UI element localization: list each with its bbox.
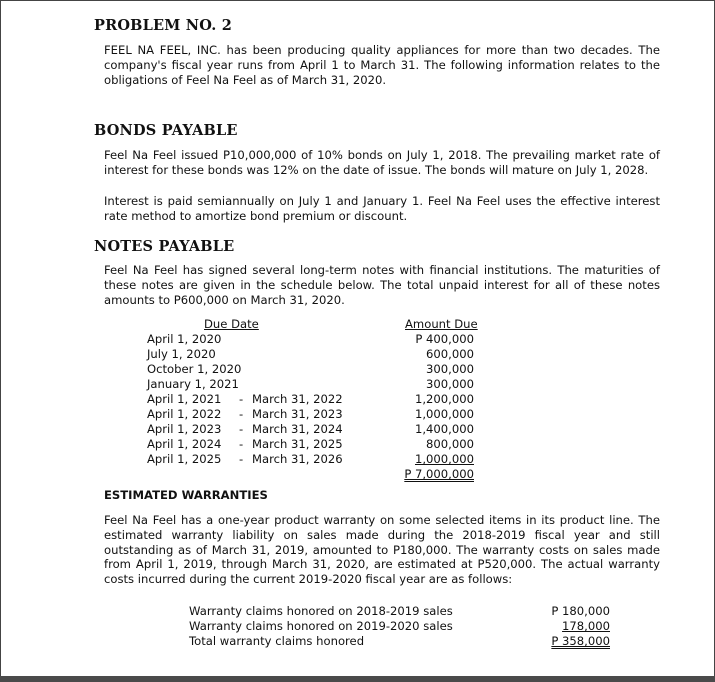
notes-total: P 7,000,000	[404, 467, 474, 481]
bonds-paragraph-1: Feel Na Feel issued P10,000,000 of 10% bonds on July 1, 2018. The prevailing market rate of interest for these bonds was 12% on the date of issue. The bonds will mature on July 1, 2028.	[104, 148, 660, 177]
note-amount: P 400,000	[415, 332, 474, 346]
problem-title: PROBLEM NO. 2	[94, 17, 233, 34]
bonds-heading: BONDS PAYABLE	[94, 122, 238, 139]
col-header-due-date: Due Date	[204, 317, 259, 331]
note-amount: 300,000	[426, 362, 474, 376]
warranties-heading: ESTIMATED WARRANTIES	[104, 488, 268, 502]
note-from-date: April 1, 2020	[147, 332, 222, 346]
notes-paragraph: Feel Na Feel has signed several long-term notes with financial institutions. The maturities of these notes are given in the schedule below. The total unpaid interest for all of these notes amounts to P600,000 on March 31, 2020.	[104, 263, 660, 307]
note-to-date: March 31, 2025	[252, 437, 343, 451]
warranty-claim-label: Warranty claims honored on 2018-2019 sales	[189, 604, 453, 618]
intro-paragraph: FEEL NA FEEL, INC. has been producing quality appliances for more than two decades. The company's fiscal year runs from April 1 to March 31. The following information relates to the obligations of Feel Na Feel as of March 31, 2020.	[104, 43, 660, 87]
notes-heading: NOTES PAYABLE	[94, 238, 235, 255]
note-range-dash: -	[239, 392, 244, 406]
note-from-date: April 1, 2025	[147, 452, 222, 466]
note-from-date: April 1, 2023	[147, 422, 222, 436]
note-to-date: March 31, 2023	[252, 407, 343, 421]
note-to-date: March 31, 2026	[252, 452, 343, 466]
note-amount: 1,000,000	[414, 407, 474, 421]
note-from-date: April 1, 2024	[147, 437, 222, 451]
note-range-dash: -	[239, 407, 244, 421]
note-amount: 1,400,000	[414, 422, 474, 436]
warranty-claim-amount: 178,000	[562, 619, 610, 633]
note-from-date: April 1, 2021	[147, 392, 222, 406]
note-amount: 300,000	[426, 377, 474, 391]
warranties-paragraph: Feel Na Feel has a one-year product warranty on some selected items in its product line. The estimated warranty liability on sales made during the 2018-2019 fiscal year and still outstanding as of March 31, 2019, amounted to P180,000. The warranty costs on sales made from April 1, 2019, through March 31, 2020, are estimated at P520,000. The actual warranty costs incurred during the current 2019-2020 fiscal year are as follows:	[104, 513, 660, 587]
note-amount-last: 1,000,000	[414, 452, 474, 466]
note-range-dash: -	[239, 422, 244, 436]
warranty-claim-label: Warranty claims honored on 2019-2020 sales	[189, 619, 453, 633]
col-header-amount-due: Amount Due	[405, 317, 478, 331]
note-amount: 600,000	[426, 347, 474, 361]
note-to-date: March 31, 2022	[252, 392, 343, 406]
bonds-paragraph-2: Interest is paid semiannually on July 1 and January 1. Feel Na Feel uses the effective interest rate method to amortize bond premium or discount.	[104, 194, 660, 223]
bottom-edge	[0, 676, 715, 682]
note-to-date: March 31, 2024	[252, 422, 343, 436]
note-amount: 1,200,000	[414, 392, 474, 406]
warranty-claim-amount: P 180,000	[551, 604, 610, 618]
note-from-date: January 1, 2021	[147, 377, 239, 391]
note-range-dash: -	[239, 452, 244, 466]
note-range-dash: -	[239, 437, 244, 451]
note-amount: 800,000	[426, 437, 474, 451]
warranty-total-amount: P 358,000	[551, 634, 610, 648]
note-from-date: July 1, 2020	[147, 347, 216, 361]
warranty-total-label: Total warranty claims honored	[189, 634, 365, 648]
note-from-date: April 1, 2022	[147, 407, 222, 421]
note-from-date: October 1, 2020	[147, 362, 242, 376]
